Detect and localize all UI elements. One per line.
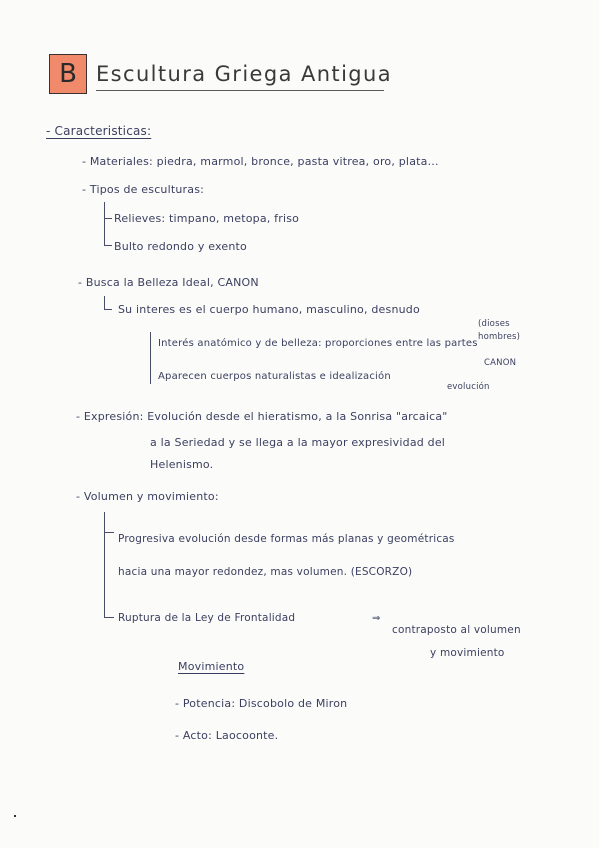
evolucion-text: evolución [447, 382, 490, 392]
volumen-bracket-tick-2 [104, 617, 114, 618]
canon-text: CANON [484, 358, 517, 368]
page-title: Escultura Griega Antigua [96, 62, 393, 86]
hombres-text: hombres) [478, 332, 521, 342]
dioses-text: (dioses [478, 319, 510, 329]
expresion-line-3: Helenismo. [150, 458, 214, 471]
interes-bracket-line [150, 332, 151, 384]
tipos-bracket-line [104, 202, 105, 246]
materiales-text: - Materiales: piedra, marmol, bronce, pasta vitrea, oro, plata... [82, 155, 439, 168]
expresion-line-2: a la Seriedad y se llega a la mayor expresividad del [150, 436, 446, 449]
volumen-bracket-line [104, 512, 105, 618]
volumen-bracket-tick-1 [104, 532, 114, 533]
bulto-text: Bulto redondo y exento [114, 240, 247, 253]
interes-anatomico-text: Interés anatómico y de belleza: proporciones entre las partes [158, 338, 478, 349]
ruptura-arrow-icon: ⇒ [372, 613, 381, 624]
busca-bracket-tick [104, 309, 112, 310]
title-underline [96, 90, 384, 91]
section-letter-badge: B [49, 54, 87, 94]
relieves-text: Relieves: timpano, metopa, friso [114, 212, 300, 225]
interes-text: Su interes es el cuerpo humano, masculino, desnudo [118, 303, 420, 316]
progresiva-text: Progresiva evolución desde formas más planas y geométricas [118, 533, 455, 545]
page-mark [14, 815, 16, 817]
movimiento-text: y movimiento [430, 647, 505, 659]
movimiento-heading: Movimiento [178, 660, 245, 673]
busca-bracket-line [104, 296, 105, 310]
aparecen-text: Aparecen cuerpos naturalistas e idealización [158, 371, 391, 382]
caracteristicas-heading: - Caracteristicas: [46, 124, 152, 138]
expresion-text: - Expresión: Evolución desde el hieratismo, a la Sonrisa "arcaica" [76, 410, 448, 423]
potencia-text: - Potencia: Discobolo de Miron [175, 697, 348, 710]
contrapposto-text: contraposto al volumen [392, 624, 521, 636]
tipos-bracket-tick-1 [104, 218, 112, 219]
tipos-bracket-tick-2 [104, 245, 112, 246]
tipos-text: - Tipos de esculturas: [82, 183, 205, 196]
busca-text: - Busca la Belleza Ideal, CANON [78, 276, 259, 289]
progresiva-line-2: hacia una mayor redondez, mas volumen. (ESCORZO) [118, 566, 413, 578]
ruptura-text: Ruptura de la Ley de Frontalidad [118, 612, 296, 624]
volumen-heading: - Volumen y movimiento: [76, 490, 219, 503]
acto-text: - Acto: Laocoonte. [175, 729, 279, 742]
